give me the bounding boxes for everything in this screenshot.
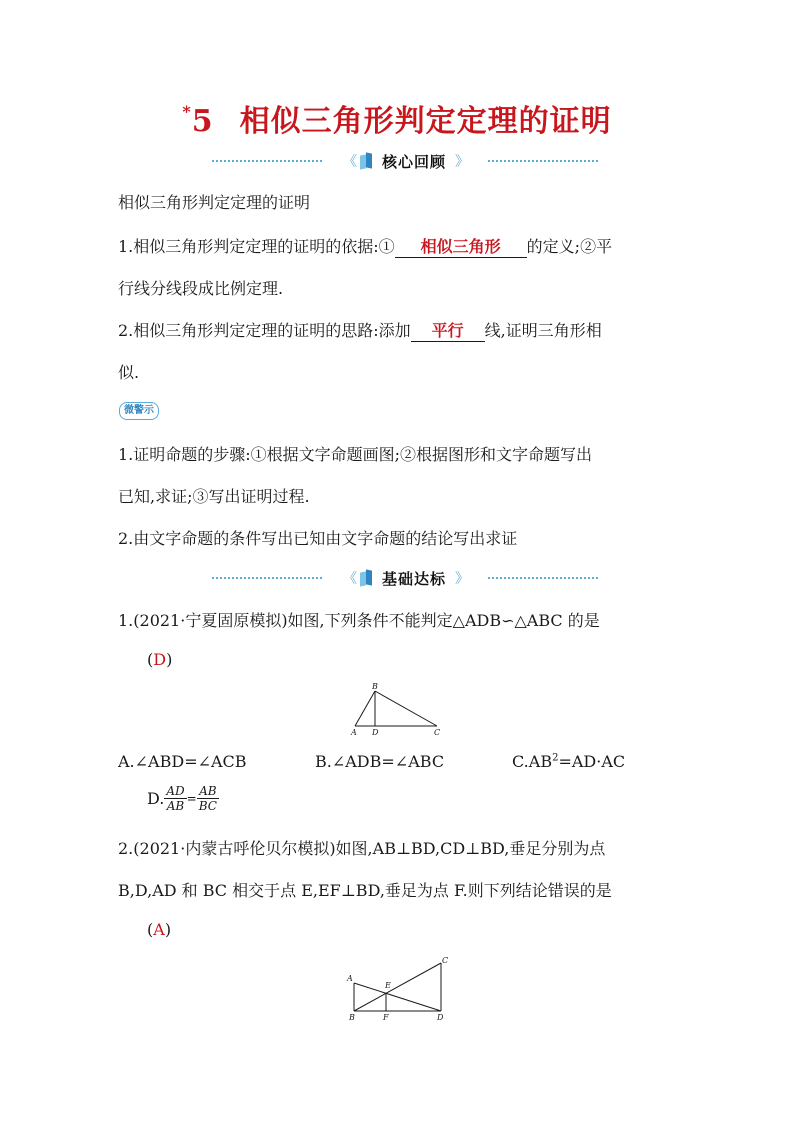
label-c: C <box>442 956 449 965</box>
label-b: B <box>349 1013 355 1022</box>
review-item-1-cont: 行线分线段成比例定理. <box>118 279 284 298</box>
divider <box>212 160 322 162</box>
answer-text: 平行 <box>431 321 464 340</box>
chevron-left-icon: 《 <box>342 571 355 587</box>
tip-line-3: 2.由文字命题的条件写出已知由文字命题的结论写出求证 <box>118 529 518 548</box>
review-item-2: 2.相似三角形判定定理的证明的思路:添加 平行 线,证明三角形相 <box>118 318 602 342</box>
divider <box>212 577 322 579</box>
tip-line-1: 1.证明命题的步骤:①根据文字命题画图;②根据图形和文字命题写出 <box>118 445 593 464</box>
question-1-answer: (D) <box>147 650 173 669</box>
label-a: A <box>351 728 357 737</box>
fraction: $\frac{AB}{BC}$ <box>198 784 217 813</box>
book-icon <box>360 570 373 587</box>
section-header-basics <box>212 565 598 591</box>
chevron-right-icon: 》 <box>455 571 467 587</box>
tip-line-2: 已知,求证;③写出证明过程. <box>118 487 310 506</box>
question-2-answer: (A) <box>147 920 172 939</box>
title-star: * <box>182 102 192 121</box>
question-2-stem-2: B,D,AD 和 BC 相交于点 E,EF⊥BD,垂足为点 F.则下列结论错误的是 <box>118 881 612 900</box>
divider <box>488 577 598 579</box>
option-c: $C.AB^2=AD\cdot AC$ <box>512 752 626 771</box>
section-title: 基础达标 <box>381 569 446 588</box>
chevron-right-icon: 》 <box>455 154 467 170</box>
title-text: 相似三角形判定定理的证明 <box>239 104 612 139</box>
section-title: 核心回顾 <box>381 152 446 171</box>
divider <box>488 160 598 162</box>
label-f: F <box>383 1013 389 1022</box>
section-header-review <box>212 148 598 174</box>
triangle-figure-1 <box>348 680 448 740</box>
label-d: D <box>437 1013 444 1022</box>
label-a: A <box>347 974 353 983</box>
title-number: 5 <box>191 104 214 139</box>
chevron-left-icon: 《 <box>342 154 355 170</box>
figure-2 <box>344 953 454 1025</box>
book-icon <box>360 153 373 170</box>
review-heading: 相似三角形判定定理的证明 <box>118 193 311 212</box>
label-d: D <box>372 728 379 737</box>
label-b: B <box>372 682 378 691</box>
warning-badge: 微警示 <box>119 402 159 420</box>
answer-text: 相似三角形 <box>420 237 501 256</box>
option-b: B.∠ADB=∠ABC <box>315 752 445 771</box>
question-2-stem-1: 2.(2021·内蒙古呼伦贝尔模拟)如图,AB⊥BD,CD⊥BD,垂足分别为点 <box>118 839 606 858</box>
label-e: E <box>385 981 391 990</box>
review-item-2-cont: 似. <box>118 363 140 382</box>
label-c: C <box>434 728 441 737</box>
answer-text: A <box>153 920 165 939</box>
question-1-stem: 1.(2021·宁夏固原模拟)如图,下列条件不能判定△ADB∽△ABC 的是 <box>118 611 600 630</box>
fraction: $\frac{AD}{AB}$ <box>166 784 185 813</box>
page-title <box>0 96 794 140</box>
option-d: D. $\frac{AD}{AB}$ = $\frac{AB}{BC}$ <box>147 784 217 813</box>
answer-text: D <box>153 650 167 669</box>
option-a: A.∠ABD=∠ACB <box>118 752 247 771</box>
review-item-1: 1.相似三角形判定定理的证明的依据:① 相似三角形 的定义;②平 <box>118 234 612 258</box>
